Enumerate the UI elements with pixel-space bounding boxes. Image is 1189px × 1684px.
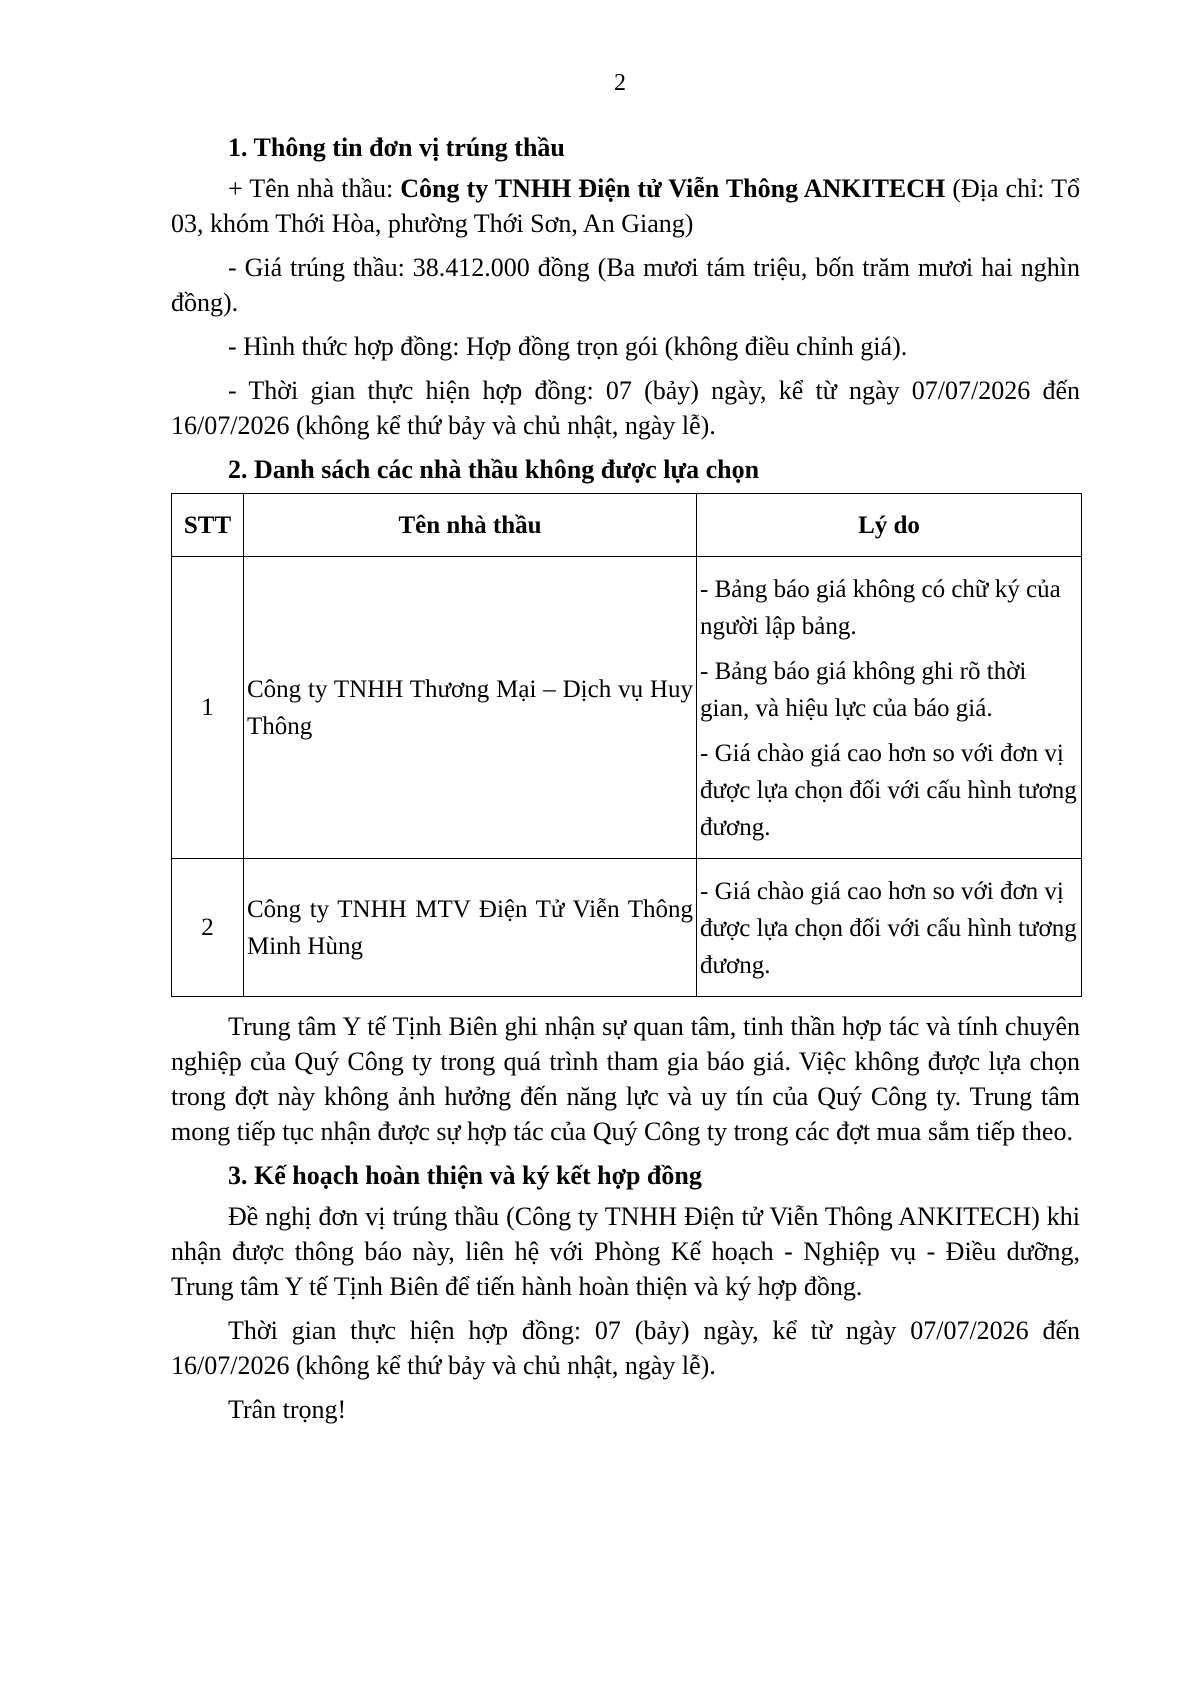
section1-heading: 1. Thông tin đơn vị trúng thầu bbox=[228, 133, 565, 162]
contract-request-paragraph: Đề nghị đơn vị trúng thầu (Công ty TNHH Điện tử Viễn Thông ANKITECH) khi nhận được thông báo này, liên hệ với Phòng Kế hoạch - Nghiệp vụ - Điều dưỡng, Trung tâm Y tế Tịnh Biên để tiến hành hoàn thiện và ký hợp đồng. bbox=[171, 1202, 1080, 1301]
reason-item: - Giá chào giá cao hơn so với đơn vị được lựa chọn đối với cấu hình tương đương. bbox=[700, 878, 1077, 979]
row-contractor-name: Công ty TNHH Thương Mại – Dịch vụ Huy Thông bbox=[244, 557, 697, 859]
section2-heading: 2. Danh sách các nhà thầu không được lựa chọn bbox=[228, 455, 760, 484]
contractor-name: Công ty TNHH Điện tử Viễn Thông ANKITECH bbox=[400, 174, 946, 203]
winning-price: - Giá trúng thầu: 38.412.000 đồng (Ba mươi tám triệu, bốn trăm mươi hai nghìn đồng). bbox=[171, 253, 1080, 317]
page-number: 2 bbox=[614, 70, 626, 96]
contract-form: - Hình thức hợp đồng: Hợp đồng trọn gói (không điều chỉnh giá). bbox=[228, 332, 908, 361]
row-stt: 1 bbox=[172, 557, 244, 859]
acknowledgement-paragraph: Trung tâm Y tế Tịnh Biên ghi nhận sự quan tâm, tinh thần hợp tác và tính chuyên nghiệp của Quý Công ty trong quá trình tham gia báo giá. Việc không được lựa chọn trong đợt này không ảnh hưởng đến năng lực và uy tín của Quý Công ty. Trung tâm mong tiếp tục nhận được sự hợp tác của Quý Công ty trong các đợt mua sắm tiếp theo. bbox=[171, 1012, 1080, 1146]
contract-time: - Thời gian thực hiện hợp đồng: 07 (bảy) ngày, kể từ ngày 07/07/2026 đến 16/07/2026 (không kể thứ bảy và chủ nhật, ngày lễ). bbox=[171, 376, 1080, 440]
contractor-prefix: + Tên nhà thầu: bbox=[228, 174, 401, 203]
column-header-stt: STT bbox=[172, 494, 244, 557]
row-reasons bbox=[697, 859, 1082, 997]
column-header-reason: Lý do bbox=[697, 494, 1082, 557]
contractor-line bbox=[171, 171, 1080, 241]
reason-item: - Bảng báo giá không ghi rõ thời gian, và hiệu lực của báo giá. bbox=[700, 658, 1027, 722]
reason-item: - Giá chào giá cao hơn so với đơn vị được lựa chọn đối với cấu hình tương đương. bbox=[700, 740, 1077, 841]
contract-time-paragraph: Thời gian thực hiện hợp đồng: 07 (bảy) ngày, kể từ ngày 07/07/2026 đến 16/07/2026 (không kể thứ bảy và chủ nhật, ngày lễ). bbox=[171, 1316, 1080, 1380]
rejected-contractors-table bbox=[171, 493, 1082, 997]
table-header-row bbox=[172, 494, 1082, 557]
contractor-address: (Địa chỉ: Tổ 03, khóm Thới Hòa, phường Thới Sơn, An Giang) bbox=[171, 174, 1080, 238]
row-contractor-name: Công ty TNHH MTV Điện Tử Viễn Thông Minh Hùng bbox=[244, 859, 697, 997]
closing-line: Trân trọng! bbox=[228, 1395, 347, 1424]
table-row bbox=[172, 859, 1082, 997]
document-body bbox=[171, 130, 1080, 1436]
row-reasons bbox=[697, 557, 1082, 859]
reason-item: - Bảng báo giá không có chữ ký của người lập bảng. bbox=[700, 576, 1061, 640]
table-row bbox=[172, 557, 1082, 859]
row-stt: 2 bbox=[172, 859, 244, 997]
column-header-name: Tên nhà thầu bbox=[244, 494, 697, 557]
section3-heading: 3. Kế hoạch hoàn thiện và ký kết hợp đồng bbox=[228, 1161, 702, 1190]
